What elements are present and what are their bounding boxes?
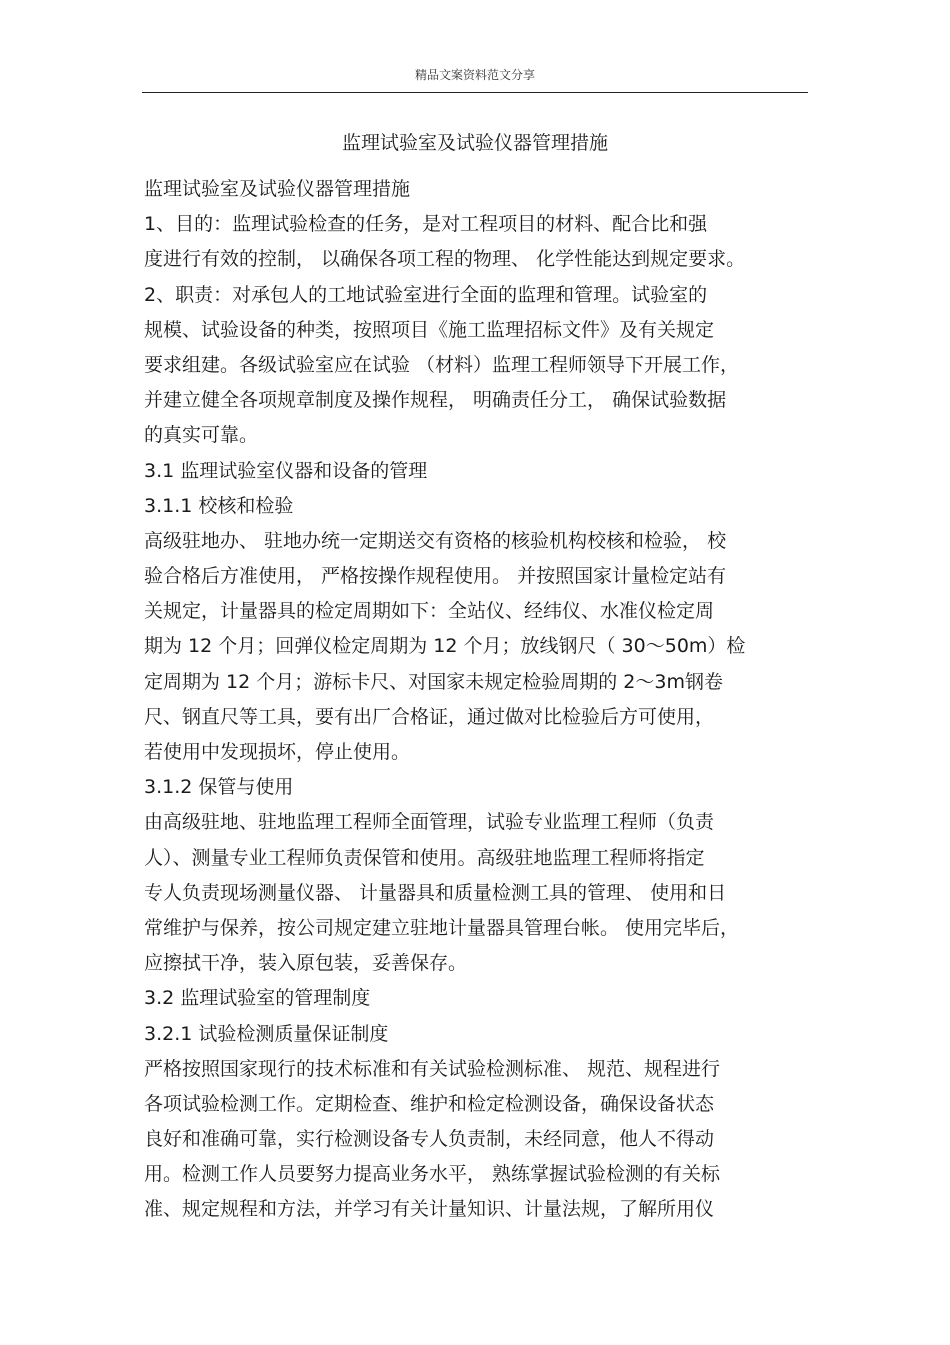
subsection-heading: 3.1.1 校核和检验 [144,494,294,517]
section-heading: 3.2 监理试验室的管理制度 [144,987,371,1010]
text-line: 验合格后方准使用， 严格按操作规程使用。 并按照国家计量检定站有 [144,565,727,588]
text-line: 常维护与保养，按公司规定建立驻地计量器具管理台帐。 使用完毕后， [144,916,740,939]
text-line: 定周期为 12 个月；游标卡尺、对国家未规定检验周期的 2～3m钢卷 [144,670,723,693]
text-line: 1、目的：监理试验检查的任务，是对工程项目的材料、配合比和强 [144,213,708,236]
text-line: 并建立健全各项规章制度及操作规程， 明确责任分工， 确保试验数据 [144,389,727,412]
text-line: 监理试验室及试验仪器管理措施 [144,178,411,200]
header-divider [142,92,808,93]
subsection-heading: 3.1.2 保管与使用 [144,776,294,799]
text-line: 规模、试验设备的种类，按照项目《施工监理招标文件》及有关规定 [144,318,715,341]
text-line: 各项试验检测工作。定期检查、维护和检定检测设备，确保设备状态 [144,1092,715,1115]
document-title: 监理试验室及试验仪器管理措施 [341,132,608,154]
text-line: 应擦拭干净，装入原包装，妥善保存。 [144,952,468,975]
text-line: 关规定，计量器具的检定周期如下：全站仪、经纬仪、水准仪检定周 [144,600,715,623]
text-line: 专人负责现场测量仪器、 计量器具和质量检测工具的管理、 使用和日 [144,881,727,904]
text-line: 的真实可靠。 [144,424,259,447]
text-line: 度进行有效的控制， 以确保各项工程的物理、 化学性能达到规定要求。 [144,248,746,271]
document-body [144,172,814,1228]
text-line: 2、职责：对承包人的工地试验室进行全面的监理和管理。试验室的 [144,283,708,306]
text-line: 若使用中发现损坏，停止使用。 [144,741,411,763]
text-line: 准、规定规程和方法，并学习有关计量知识、计量法规，了解所用仪 [144,1198,715,1221]
text-line: 期为 12 个月；回弹仪检定周期为 12 个月；放线钢尺（ 30～50m）检 [144,635,746,658]
text-line: 尺、钢直尺等工具，要有出厂合格证，通过做对比检验后方可使用， [144,705,715,728]
header-text: 精品文案资料范文分享 [414,68,535,82]
text-line: 由高级驻地、驻地监理工程师全面管理，试验专业监理工程师（负责 [144,811,715,834]
text-line: 要求组建。各级试验室应在试验 （材料）监理工程师领导下开展工作， [144,353,740,376]
text-line: 良好和准确可靠，实行检测设备专人负责制，未经同意，他人不得动 [144,1128,715,1151]
text-line: 高级驻地办、 驻地办统一定期送交有资格的核验机构校核和检验， 校 [144,529,727,552]
text-line: 严格按照国家现行的技术标准和有关试验检测标准、 规范、规程进行 [144,1057,721,1080]
text-line: 人）、测量专业工程师负责保管和使用。高级驻地监理工程师将指定 [144,846,705,869]
subsection-heading: 3.2.1 试验检测质量保证制度 [144,1022,389,1045]
text-line: 用。检测工作人员要努力提高业务水平， 熟练掌握试验检测的有关标 [144,1163,721,1186]
section-heading: 3.1 监理试验室仪器和设备的管理 [144,459,428,482]
